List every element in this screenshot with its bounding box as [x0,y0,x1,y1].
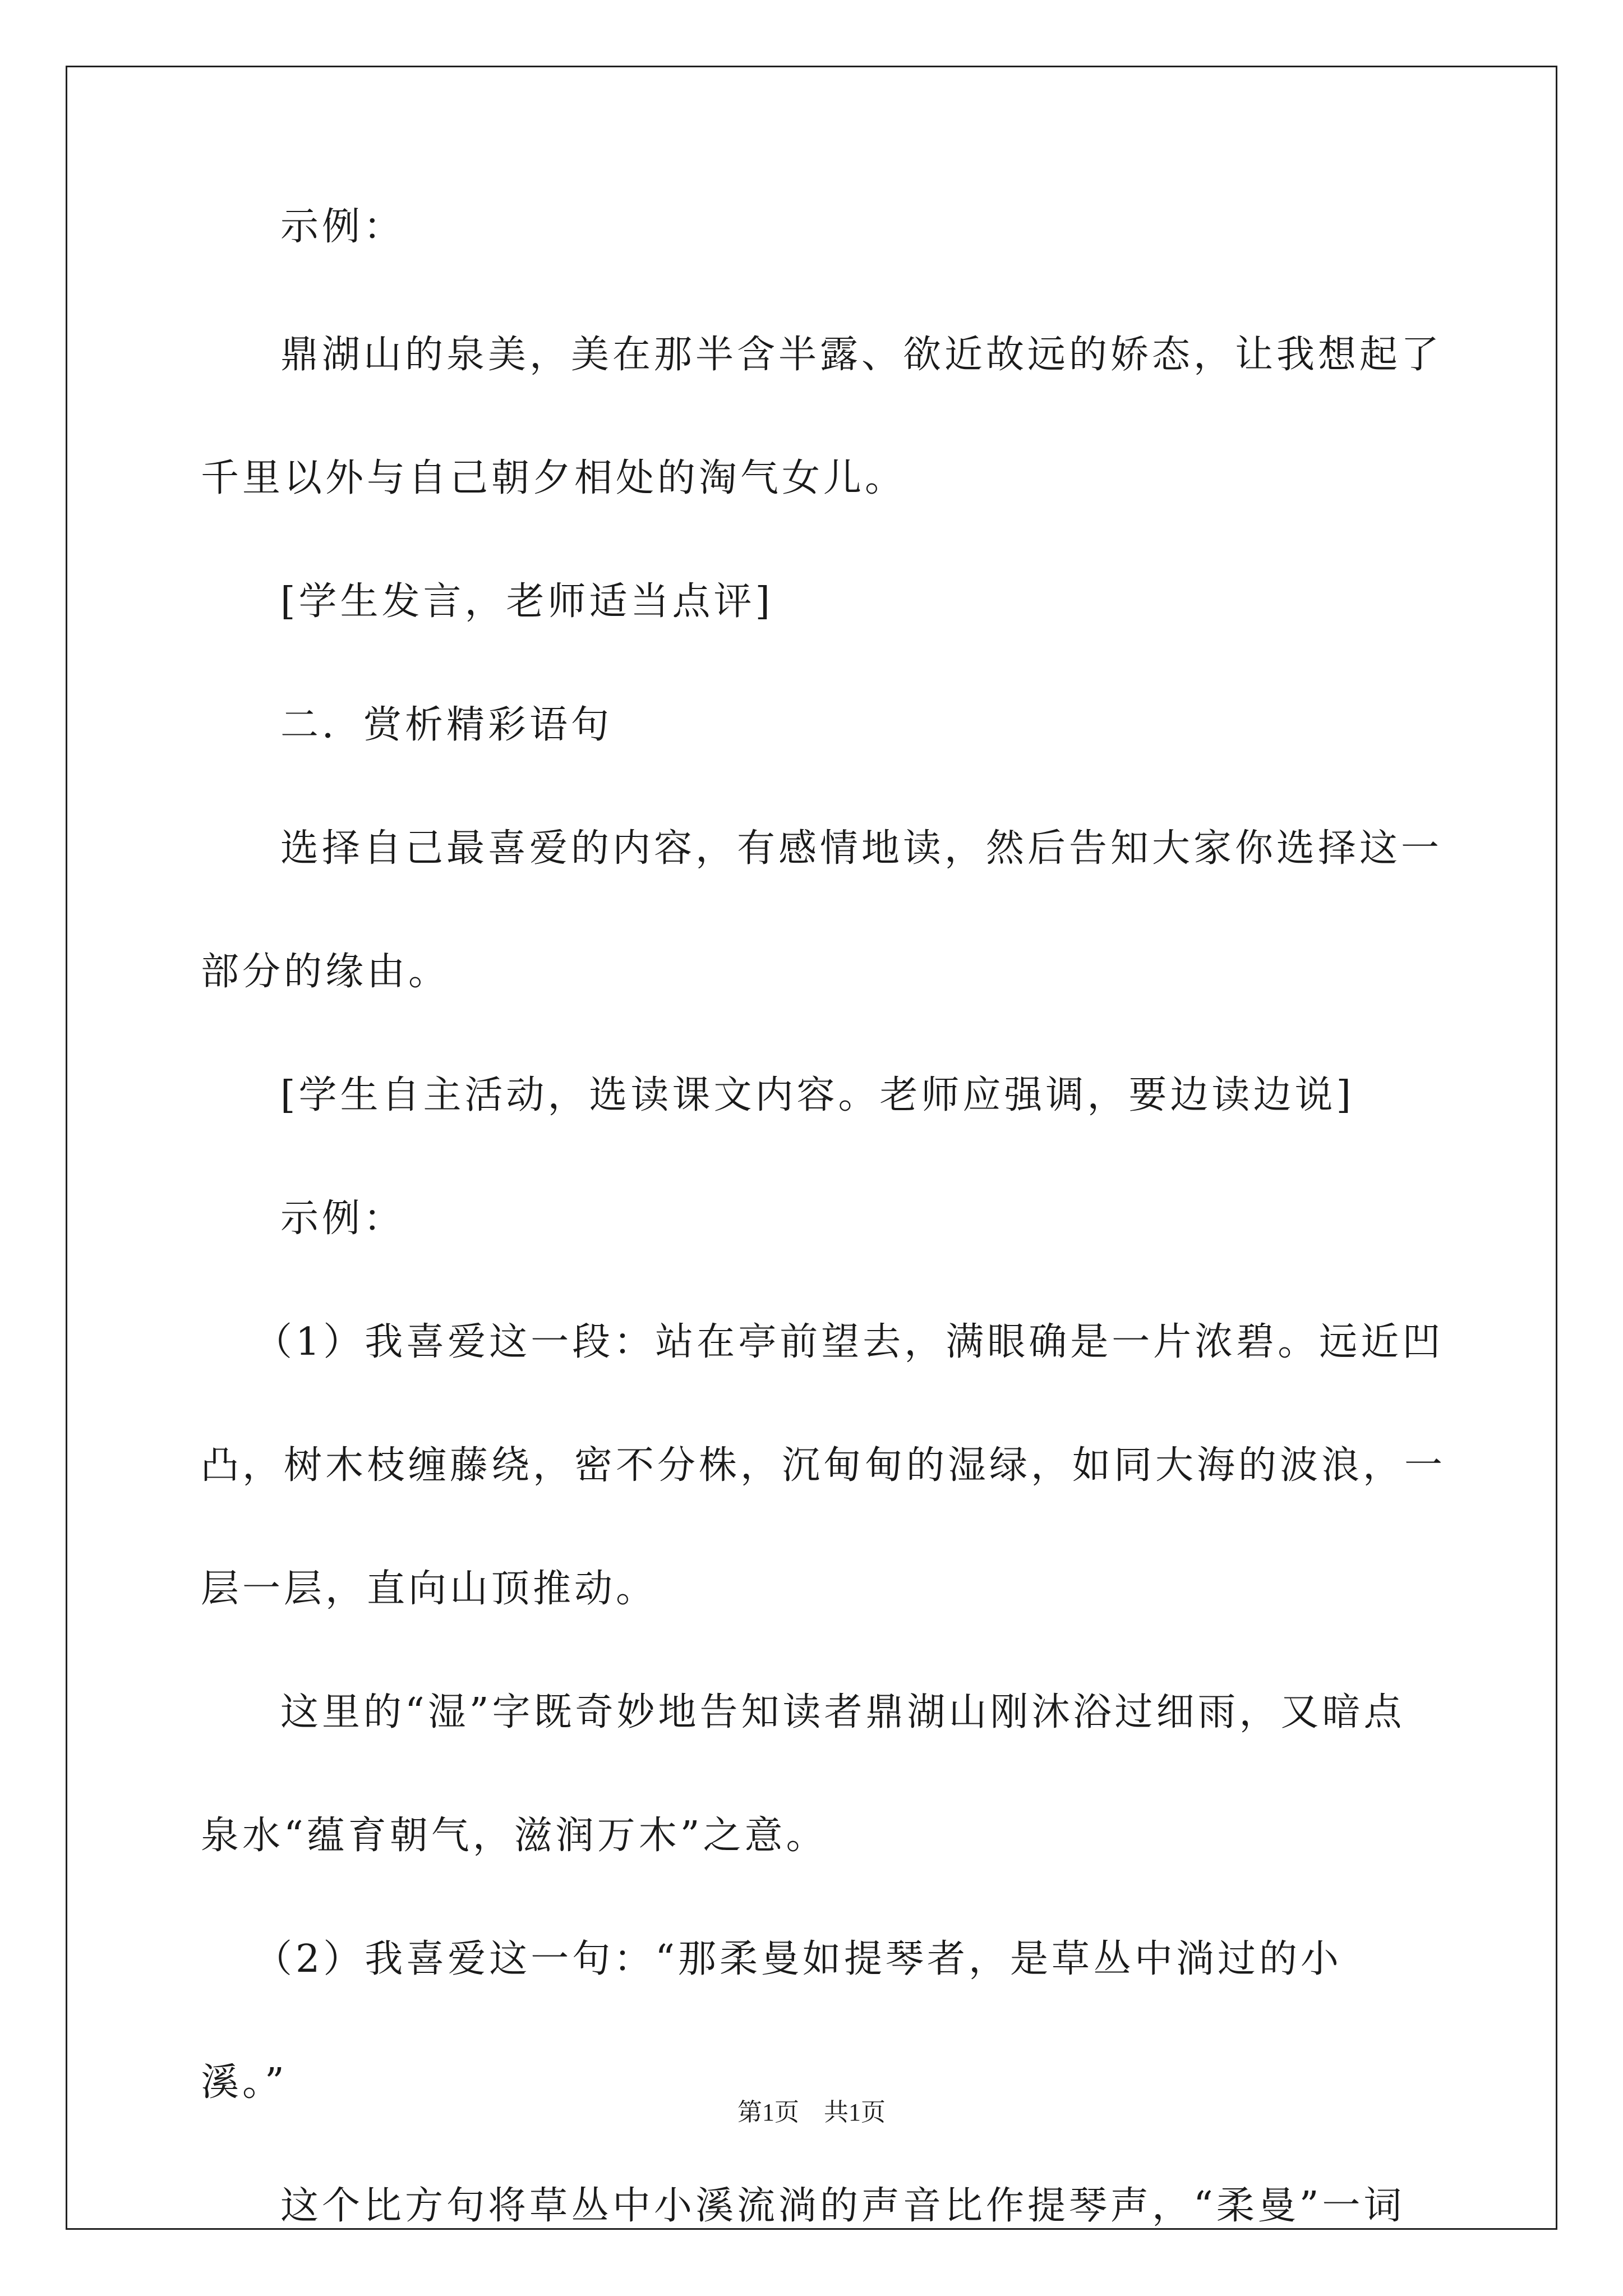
paragraph-item-2-line-2: 溪。” [201,2060,288,2105]
paragraph-item-1-line-1: （1）我喜爱这一段：站在亭前望去，满眼确是一片浓碧。远近凹 [254,1320,1444,1364]
paragraph-spring-line-1: 鼎湖山的泉美，美在那半含半露、欲近故远的娇态，让我想起了 [280,333,1443,377]
paragraph-student-comment: [学生发言，老师适当点评] [280,579,774,624]
paragraph-item-1-line-2: 凸，树木枝缠藤绕，密不分株，沉甸甸的湿绿，如同大海的波浪，一 [201,1443,1446,1488]
section-heading-2: 二．赏析精彩语句 [280,703,613,747]
paragraph-item-2-line-1: （2）我喜爱这一句：“那柔曼如提琴者，是草丛中淌过的小 [254,1937,1343,1981]
paragraph-item-1-line-3: 层一层，直向山顶推动。 [201,1567,658,1611]
paragraph-analysis-1-line-1: 这里的“湿”字既奇妙地告知读者鼎湖山刚沐浴过细雨，又暗点 [280,1690,1405,1734]
paragraph-example-label-1: 示例： [280,205,405,249]
page-number-footer: 第1页 共1页 [737,2099,886,2126]
paragraph-analysis-1-line-2: 泉水“蕴育朝气，滋润万木”之意。 [201,1814,828,1858]
paragraph-analysis-2-line-1: 这个比方句将草丛中小溪流淌的声音比作提琴声，“柔曼”一词 [280,2184,1405,2228]
paragraph-activity-note: [学生自主活动，选读课文内容。老师应强调，要边读边说] [280,1073,1355,1117]
paragraph-choose-line-2: 部分的缘由。 [201,950,450,994]
paragraph-spring-line-2: 千里以外与自己朝夕相处的淘气女儿。 [201,456,907,500]
paragraph-choose-line-1: 选择自己最喜爱的内容，有感情地读，然后告知大家你选择这一 [280,826,1443,871]
paragraph-example-label-2: 示例： [280,1197,405,1241]
page-border [66,66,1557,2230]
